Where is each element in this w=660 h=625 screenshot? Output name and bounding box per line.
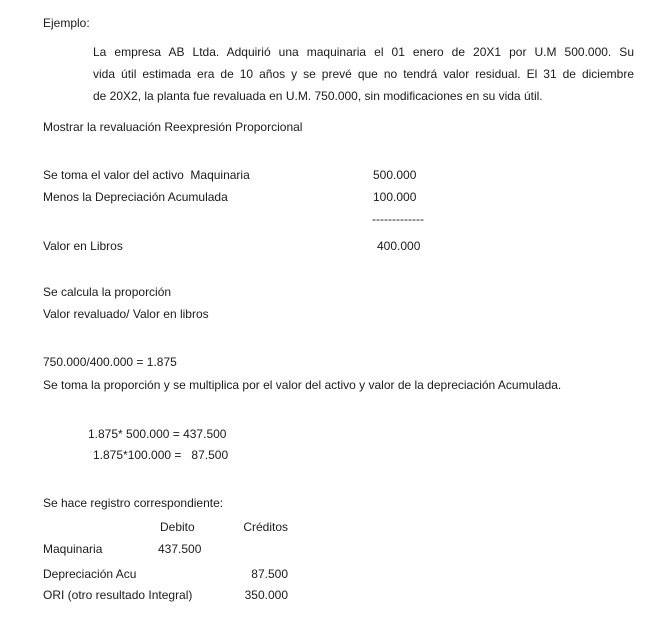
journal-credit-amount: 350.000 xyxy=(244,588,288,602)
journal-intro: Se hace registro correspondiente: xyxy=(43,496,224,510)
journal-credit-header: Créditos xyxy=(243,520,288,534)
dashed-separator: ------------- xyxy=(372,212,424,226)
journal-account: Maquinaria xyxy=(43,542,103,556)
intro-paragraph-line: La empresa AB Ltda. Adquirió una maquinaria el 01 enero de 20X1 por U.M 500.000. Su xyxy=(93,45,634,59)
book-value-total-amount: 400.000 xyxy=(377,239,421,253)
journal-debit-header: Debito xyxy=(160,520,195,534)
intro-paragraph-line: vida útil estimada era de 10 años y se prevé que no tendrá valor residual. El 31 de diciembre xyxy=(93,67,634,81)
multiplication-line: 1.875*100.000 = 87.500 xyxy=(93,448,229,462)
book-value-amount: 500.000 xyxy=(373,168,417,182)
proportion-intro: Se calcula la proporción xyxy=(43,285,172,299)
method-heading: Mostrar la revaluación Reexpresión Proporcional xyxy=(43,120,303,134)
intro-paragraph-line: de 20X2, la planta fue revaluada en U.M. 750.000, sin modificaciones en su vida útil. xyxy=(93,89,543,103)
journal-debit-amount: 437.500 xyxy=(158,542,202,556)
multiplication-line: 1.875* 500.000 = 437.500 xyxy=(88,427,227,441)
journal-credit-amount: 87.500 xyxy=(251,567,288,581)
intro-paragraph xyxy=(93,41,634,107)
proportion-explanation: Se toma la proporción y se multiplica por el valor del activo y valor de la depreciación Acumulada. xyxy=(43,378,562,392)
book-value-total-label: Valor en Libros xyxy=(43,239,123,253)
journal-account: Depreciación Acu xyxy=(43,567,137,581)
example-heading: Ejemplo: xyxy=(43,16,90,30)
book-value-label: Se toma el valor del activo Maquinaria xyxy=(43,168,250,182)
book-value-label: Menos la Depreciación Acumulada xyxy=(43,190,228,204)
proportion-formula-label: Valor revaluado/ Valor en libros xyxy=(43,307,209,321)
journal-account: ORI (otro resultado Integral) xyxy=(43,588,193,602)
book-value-amount: 100.000 xyxy=(373,190,417,204)
proportion-calculation: 750.000/400.000 = 1.875 xyxy=(43,355,177,369)
